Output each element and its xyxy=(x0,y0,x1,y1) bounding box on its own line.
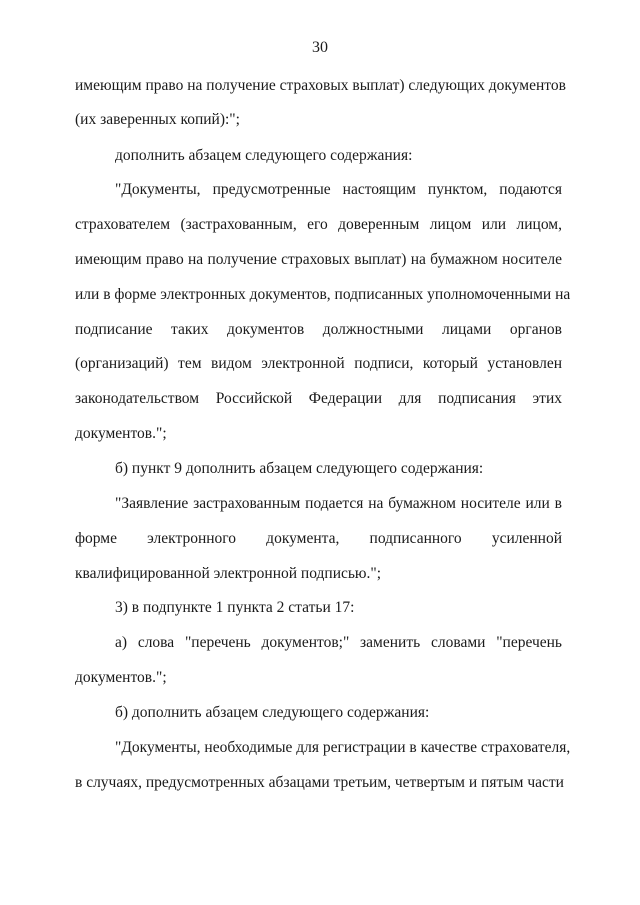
text-line: страхователем (застрахованным, его доверенным лицом или лицом, xyxy=(75,216,562,233)
text-line: 3) в подпункте 1 пункта 2 статьи 17: xyxy=(115,599,355,616)
text-line: законодательством Российской Федерации для подписания этих xyxy=(75,390,562,407)
text-line: "Документы, предусмотренные настоящим пунктом, подаются xyxy=(115,181,562,198)
page-number: 30 xyxy=(312,39,328,56)
text-line: б) дополнить абзацем следующего содержания: xyxy=(115,704,430,721)
text-line: б) пункт 9 дополнить абзацем следующего содержания: xyxy=(115,460,484,477)
text-line: документов."; xyxy=(75,669,167,686)
text-line: имеющим право на получение страховых выплат) следующих документов xyxy=(75,77,566,94)
text-line: подписание таких документов должностными лицами органов xyxy=(75,321,562,338)
text-line: (организаций) тем видом электронной подписи, который установлен xyxy=(75,355,562,372)
text-line: (их заверенных копий):"; xyxy=(75,111,240,128)
text-line: имеющим право на получение страховых выплат) на бумажном носителе xyxy=(75,251,562,268)
text-line: документов."; xyxy=(75,425,167,442)
text-line: квалифицированной электронной подписью."; xyxy=(75,565,382,582)
text-line: или в форме электронных документов, подписанных уполномоченными на xyxy=(75,286,571,303)
text-line: "Заявление застрахованным подается на бумажном носителе или в xyxy=(115,495,562,512)
text-line: "Документы, необходимые для регистрации в качестве страхователя, xyxy=(115,739,571,756)
text-line: форме электронного документа, подписанного усиленной xyxy=(75,530,562,547)
text-line: дополнить абзацем следующего содержания: xyxy=(115,147,413,164)
text-line: в случаях, предусмотренных абзацами третьим, четвертым и пятым части xyxy=(75,774,564,791)
text-line: а) слова "перечень документов;" заменить словами "перечень xyxy=(115,634,562,651)
